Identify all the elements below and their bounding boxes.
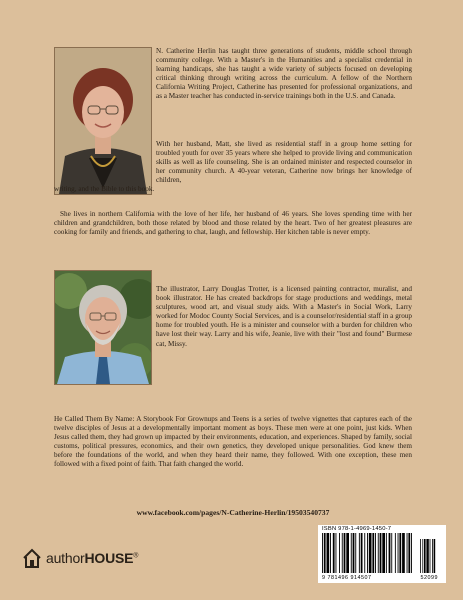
publisher-name-part2: HOUSE <box>84 550 134 566</box>
barcode-bar <box>344 533 346 573</box>
barcode-digits-row <box>322 575 442 581</box>
author-bio-paragraph-1: N. Catherine Herlin has taught three generations of students, middle school through community college. With a Master's in the Humanities and a specialist credential in learning handicaps, she has taught a wide variety of subjects focused on developing critical thinking through writing across the curriculum. A fellow of the Northern California Writing Project, Catherine has presented for professional organizations, and as a Master teacher has conducted in-service trainings both in the U.S. and Canada. <box>156 47 412 101</box>
book-description: He Called Them By Name: A Storybook For Grownups and Teens is a series of twelve vignettes that captures each of the twelve disciples of Jesus at a developmentally important moment as boys. These men were at one point, just kids. When Jesus called them, they had grown up impacted by their environments, education, and experiences. Shaped by family, social customs, political pressures, economics, and their own genetics, they developed unique personalities. God knew them before the foundations of the world, and when they heard their name, they followed. With one exception, these men followed with a fixed point of faith. That faith changed the world. <box>54 415 412 469</box>
website-link[interactable]: www.facebook.com/pages/N-Catherine-Herlin/19503540737 <box>136 508 330 517</box>
barcode-bar <box>399 533 401 573</box>
barcode-bar <box>372 533 374 573</box>
author-photo <box>54 47 152 195</box>
illustrator-bio: The illustrator, Larry Douglas Trotter, is a licensed painting contractor, muralist, and book illustrator. He has created backdrops for stage productions and weddings, metal sculptures, wood art, and visual study aids. With a Master's in Social Work, Larry worked for Modoc County Social Services, and is a counselor/residential staff in a group home for troubled youth. He is a minister and counselor with a burden for children who have lost their way. Larry and his wife, Jeanie, live with their "lost and found" Burmese cat, Missy. <box>156 285 412 348</box>
barcode-bar <box>324 533 326 573</box>
barcode-supplement-bar <box>422 539 423 573</box>
barcode-bar <box>398 533 399 573</box>
barcode-bar <box>339 533 340 573</box>
barcode-bar <box>411 533 412 573</box>
illustrator-photo <box>54 270 152 385</box>
barcode-bars <box>318 533 446 575</box>
barcode-bar <box>408 533 410 573</box>
publisher-logo <box>22 547 138 569</box>
illustrator-portrait-image <box>55 271 151 384</box>
house-icon <box>22 548 42 568</box>
barcode-bar <box>336 533 337 573</box>
barcode-bar <box>359 533 360 573</box>
barcode-supplement-bar <box>434 539 436 573</box>
isbn-label <box>322 526 442 532</box>
barcode <box>318 525 446 583</box>
price-code: 52099 <box>420 575 438 581</box>
barcode-supplement-bar <box>420 539 421 573</box>
isbn-number: ISBN 978-1-4969-1450-7 <box>322 526 392 532</box>
ean-digits: 9 781496 914507 <box>322 575 372 581</box>
barcode-bar <box>330 533 331 573</box>
barcode-bar <box>342 533 343 573</box>
barcode-bar <box>361 533 363 573</box>
barcode-supplement-bar <box>432 539 433 573</box>
publisher-name <box>46 550 138 566</box>
barcode-bar <box>378 533 379 573</box>
barcode-bar <box>355 533 356 573</box>
barcode-supplement-bar <box>424 539 426 573</box>
barcode-bar <box>353 533 355 573</box>
barcode-bar <box>327 533 330 573</box>
barcode-bar <box>375 533 376 573</box>
barcode-supplement-bar <box>426 539 428 573</box>
barcode-bar <box>369 533 372 573</box>
barcode-bar <box>380 533 382 573</box>
barcode-bar <box>395 533 396 573</box>
registered-mark: ® <box>133 552 139 560</box>
author-bio-paragraph-3: She lives in northern California with the love of her life, her husband of 46 years. She loves spending time with her children and grandchildren, both those related by blood and those related by the heart. Two of her greatest pleasures are cooking for family and friends, and gathering to chat, laugh, and fellowship. Her kitchen table is never empty. <box>54 210 412 237</box>
barcode-supplement-bar <box>430 539 431 573</box>
barcode-bar <box>367 533 368 573</box>
barcode-bar <box>382 533 385 573</box>
barcode-bar <box>386 533 387 573</box>
author-bio-paragraph-2: With her husband, Matt, she lived as residential staff in a group home setting for troubled youth for over 35 years where she helped to provide living and communication skills as well as life counseling. She is an ordained minister and respected counselor in her community church. A 40-year veteran, Catherine now brings her knowledge of children, <box>156 140 412 185</box>
barcode-bar <box>351 533 352 573</box>
barcode-bar <box>322 533 323 573</box>
publisher-name-part1: author <box>46 550 85 566</box>
barcode-bar <box>402 533 405 573</box>
barcode-bar <box>364 533 365 573</box>
author-bio-paragraph-2-end: writing, and the Bible to this book. <box>54 185 155 193</box>
author-portrait-image <box>55 48 151 194</box>
barcode-bar <box>407 533 408 573</box>
barcode-bar <box>346 533 349 573</box>
barcode-bar <box>389 533 391 573</box>
barcode-bar <box>333 533 335 573</box>
barcode-bar <box>391 533 392 573</box>
